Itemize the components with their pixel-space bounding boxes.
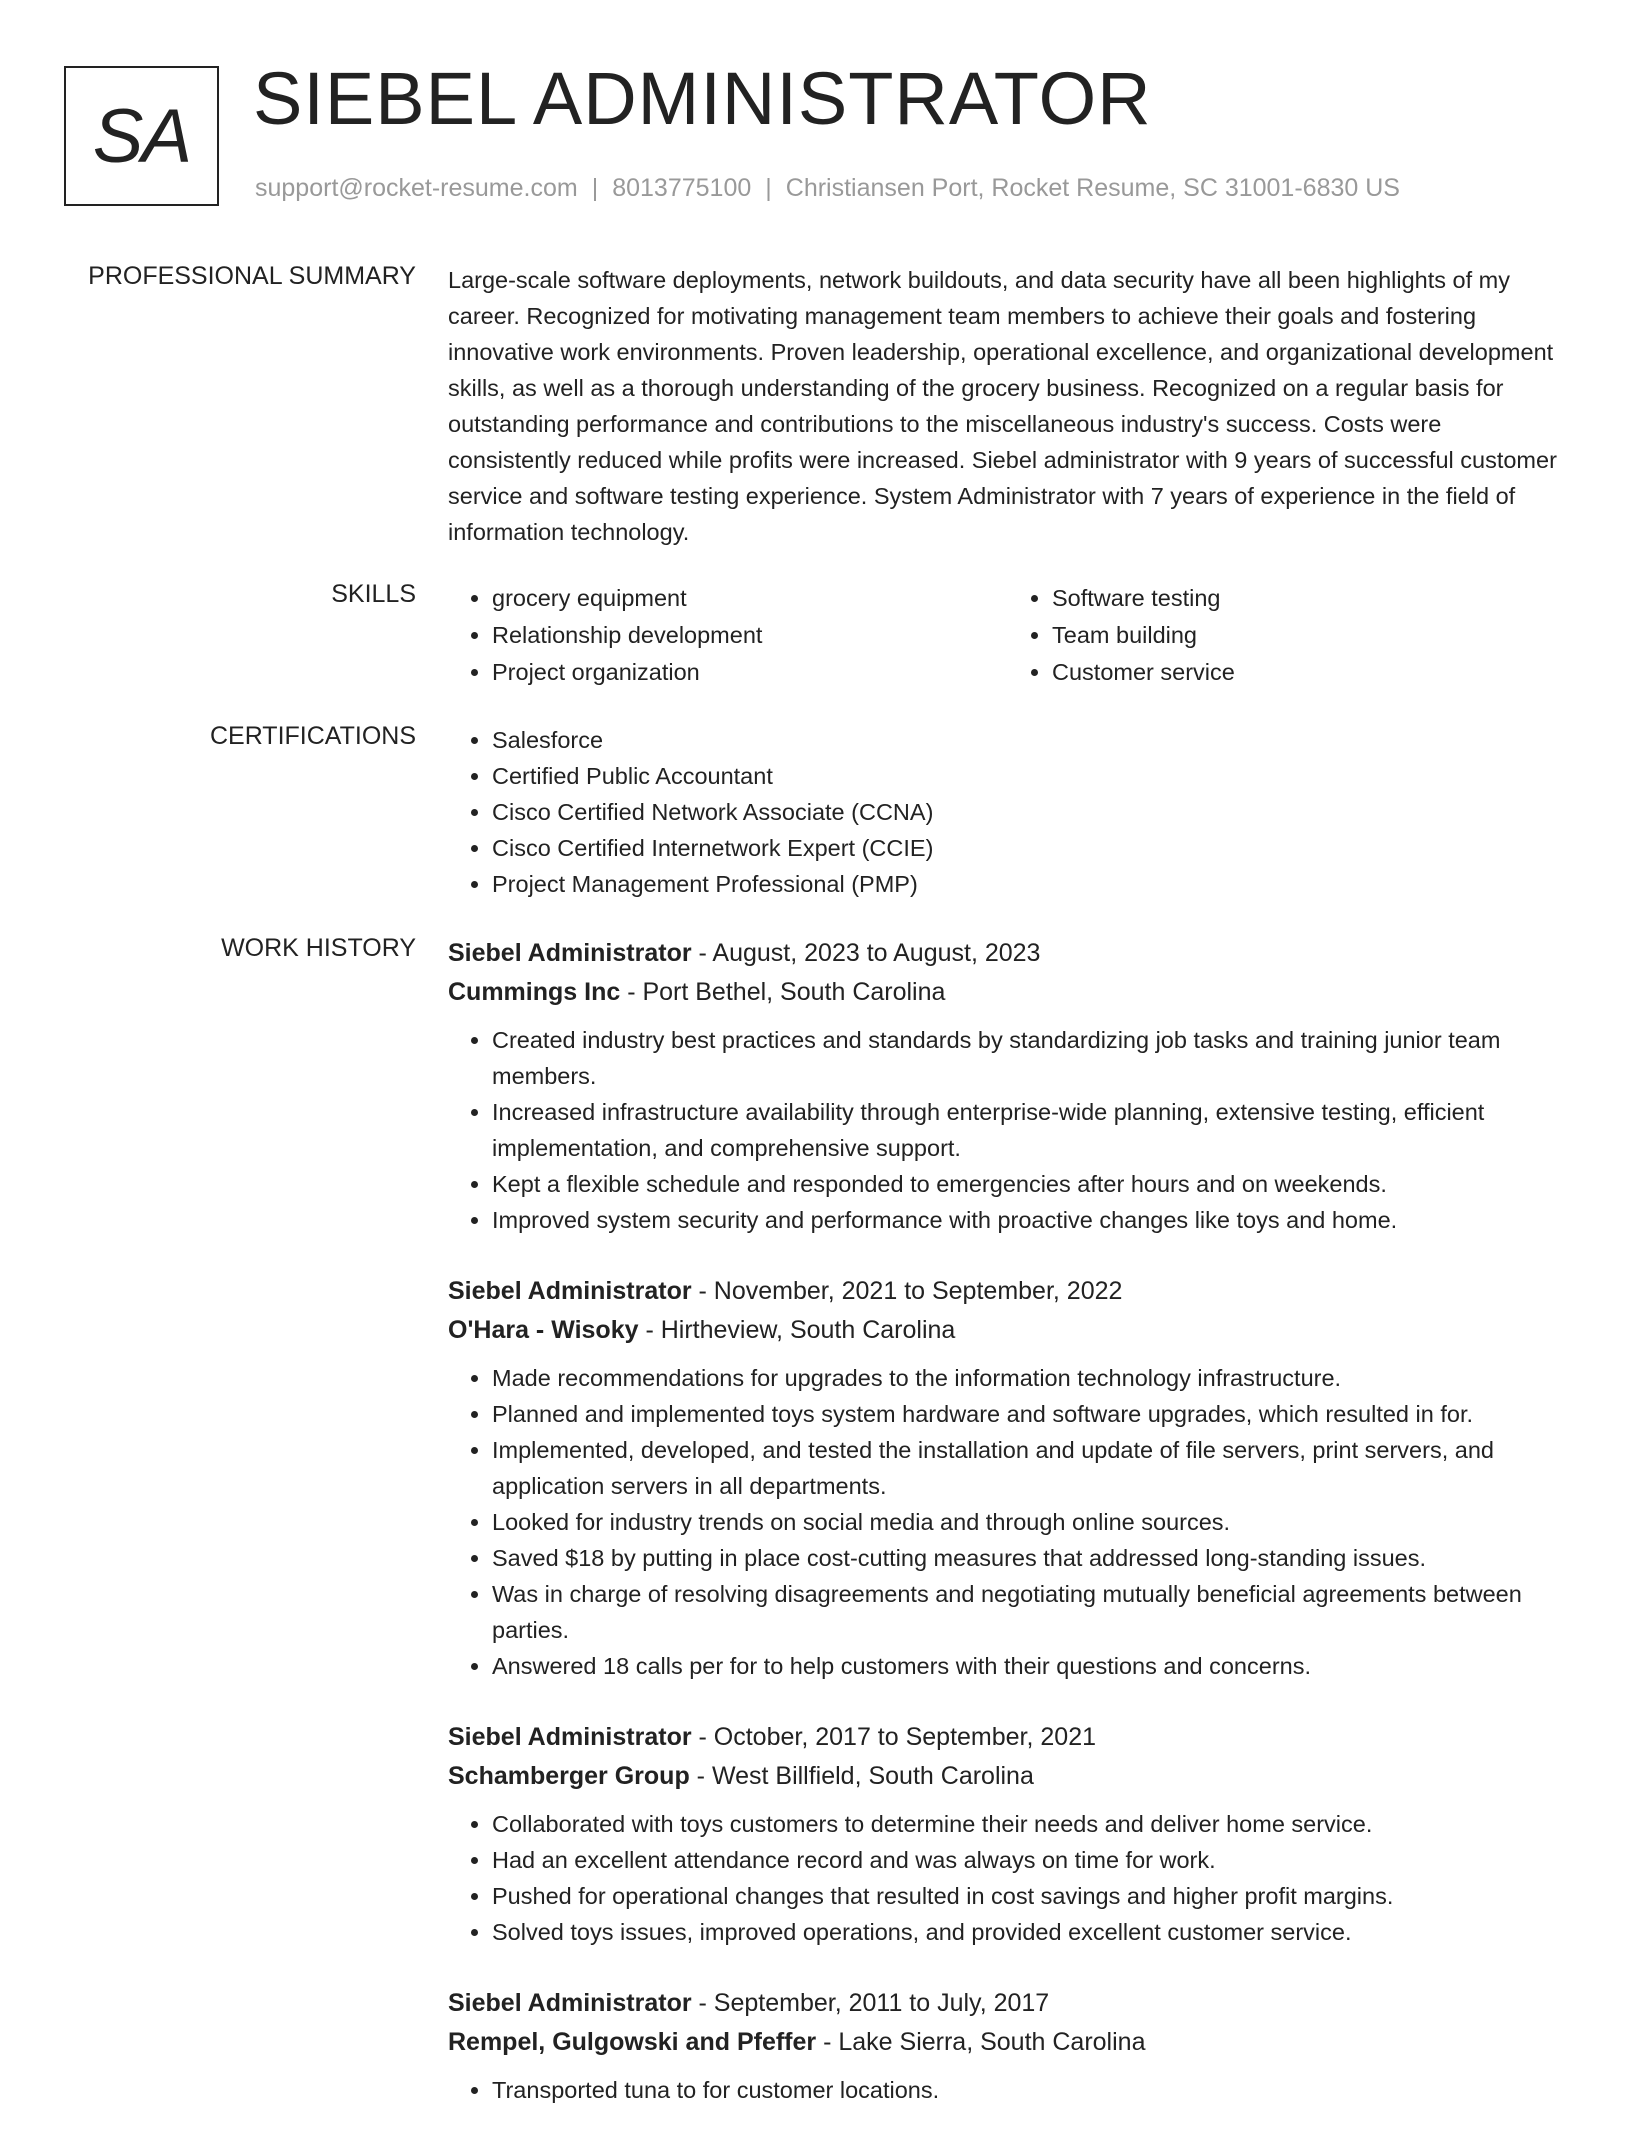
certifications-list [448, 722, 1568, 902]
job-bullet: • Transported tuna to for customer locations. [492, 2072, 1568, 2108]
certifications-heading: CERTIFICATIONS [209, 722, 416, 750]
job-company: Schamberger Group [448, 1762, 690, 1790]
job-company: Cummings Inc [448, 978, 621, 1006]
job-entry [448, 1984, 1568, 2108]
job-entry [448, 934, 1568, 1238]
job-dates: - August, 2023 to August, 2023 [691, 939, 1041, 967]
job-location: - Hirtheview, South Carolina [638, 1316, 956, 1344]
job-bullet: • Planned and implemented toys system hardware and software upgrades, which resulted in for. [492, 1396, 1568, 1432]
job-title: Siebel Administrator [448, 1277, 692, 1305]
job-bullet: • Made recommendations for upgrades to the information technology infrastructure. [492, 1360, 1568, 1396]
certification-item: • Cisco Certified Network Associate (CCNA) [492, 794, 1568, 830]
summary-heading: PROFESSIONAL SUMMARY [88, 262, 416, 290]
job-bullet: • Collaborated with toys customers to determine their needs and deliver home service. [492, 1806, 1568, 1842]
job-bullet: • Solved toys issues, improved operations, and provided excellent customer service. [492, 1914, 1568, 1950]
job-company-line [448, 1757, 1568, 1796]
skill-item: • Team building [1052, 617, 1568, 654]
certification-item: • Certified Public Accountant [492, 758, 1568, 794]
skill-item: • Relationship development [492, 617, 1008, 654]
job-dates: - September, 2011 to July, 2017 [691, 1989, 1050, 2017]
job-company-line [448, 2023, 1568, 2062]
job-bullet: • Created industry best practices and standards by standardizing job tasks and training junior team members. [492, 1022, 1568, 1094]
job-bullets [448, 1022, 1568, 1238]
job-dates: - October, 2017 to September, 2021 [691, 1723, 1097, 1751]
job-title-line [448, 1272, 1568, 1311]
job-bullet: • Implemented, developed, and tested the installation and update of file servers, print servers, and application servers in all departments. [492, 1432, 1568, 1504]
skills-list-left [448, 580, 1008, 691]
work-history-jobs [448, 934, 1568, 2142]
job-title: Siebel Administrator [448, 939, 692, 967]
summary-text: Large-scale software deployments, network buildouts, and data security have all been highlights of my career. Recognized for motivating management team members to achieve their goals and fostering innovative work environments. Proven leadership, operational excellence, and organizational development skills, as well as a thorough understanding of the grocery business. Recognized on a regular basis for outstanding performance and contributions to the miscellaneous industry's success. Costs were consistently reduced while profits were increased. Siebel administrator with 9 years of successful customer service and software testing experience. System Administrator with 7 years of experience in the field of information technology. [448, 267, 1557, 545]
job-bullet: • Was in charge of resolving disagreements and negotiating mutually beneficial agreements between parties. [492, 1576, 1568, 1648]
job-company-line [448, 973, 1568, 1012]
certification-item: • Salesforce [492, 722, 1568, 758]
certification-item: • Project Management Professional (PMP) [492, 866, 1568, 902]
job-title: Siebel Administrator [448, 1989, 692, 2017]
contact-separator: | [765, 174, 772, 202]
job-entry [448, 1718, 1568, 1950]
job-title-line [448, 934, 1568, 973]
skills-list-right [1008, 580, 1568, 691]
job-bullet: • Pushed for operational changes that resulted in cost savings and higher profit margins. [492, 1878, 1568, 1914]
job-location: - Lake Sierra, South Carolina [816, 2028, 1146, 2056]
job-bullets [448, 1360, 1568, 1684]
job-bullet: • Kept a flexible schedule and responded to emergencies after hours and on weekends. [492, 1166, 1568, 1202]
job-bullets [448, 2072, 1568, 2108]
skills-heading: SKILLS [331, 580, 416, 608]
contact-email[interactable]: support@rocket-resume.com [255, 174, 578, 202]
job-dates: - November, 2021 to September, 2022 [691, 1277, 1123, 1305]
contact-phone[interactable]: 8013775100 [612, 174, 752, 202]
job-bullet: • Saved $18 by putting in place cost-cutting measures that addressed long-standing issues. [492, 1540, 1568, 1576]
contact-address: Christiansen Port, Rocket Resume, SC 31001-6830 US [785, 174, 1400, 202]
job-location: - West Billfield, South Carolina [689, 1762, 1034, 1790]
job-company-line [448, 1311, 1568, 1350]
contact-separator: | [591, 174, 599, 202]
monogram-initials: SA [92, 93, 191, 179]
contact-line [255, 174, 1400, 203]
monogram-box [64, 66, 219, 206]
work-history-heading: WORK HISTORY [221, 934, 416, 962]
job-bullet: • Improved system security and performance with proactive changes like toys and home. [492, 1202, 1568, 1238]
job-bullet: • Looked for industry trends on social media and through online sources. [492, 1504, 1568, 1540]
skill-item: • Customer service [1052, 654, 1568, 691]
job-title: Siebel Administrator [448, 1723, 692, 1751]
job-bullet: • Answered 18 calls per for to help customers with their questions and concerns. [492, 1648, 1568, 1684]
job-entry [448, 1272, 1568, 1684]
job-bullets [448, 1806, 1568, 1950]
candidate-title: SIEBEL ADMINISTRATOR [253, 57, 1152, 140]
skill-item: • Software testing [1052, 580, 1568, 617]
certification-item: • Cisco Certified Internetwork Expert (CCIE) [492, 830, 1568, 866]
skill-item: • Project organization [492, 654, 1008, 691]
skill-item: • grocery equipment [492, 580, 1008, 617]
job-company: O'Hara - Wisoky [448, 1316, 639, 1344]
job-company: Rempel, Gulgowski and Pfeffer [448, 2028, 817, 2056]
job-bullet: • Had an excellent attendance record and was always on time for work. [492, 1842, 1568, 1878]
job-location: - Port Bethel, South Carolina [620, 978, 946, 1006]
job-title-line [448, 1984, 1568, 2023]
job-bullet: • Increased infrastructure availability through enterprise-wide planning, extensive testing, efficient implementation, and comprehensive support. [492, 1094, 1568, 1166]
job-title-line [448, 1718, 1568, 1757]
